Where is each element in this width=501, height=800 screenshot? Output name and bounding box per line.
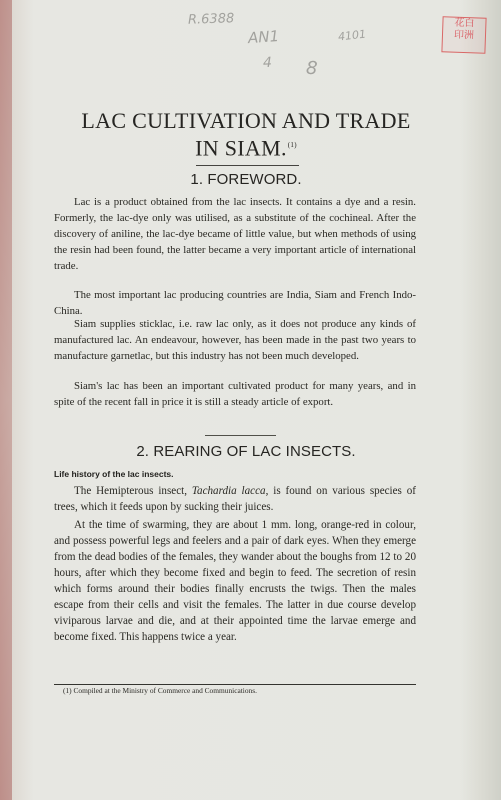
title-line-2: IN SIAM. — [195, 135, 287, 161]
title-divider — [196, 165, 299, 166]
section-divider — [205, 435, 276, 436]
footnote-divider — [54, 684, 416, 685]
footnote: (1) Compiled at the Ministry of Commerce and Communications. — [63, 686, 257, 695]
pencil-note-code: AN1 — [247, 26, 280, 48]
foreword-paragraph-1: Lac is a product obtained from the lac insects. It contains a dye and a resin. Formerly, the lac-dye only was utilised, as a substitute of the cochineal. After the discovery of aniline, the lac-dye became of little value, but when methods of using the resin had been found, the latter became a very important article of international trade. — [54, 196, 416, 273]
foreword-paragraph-3: Siam supplies sticklac, i.e. raw lac only, as it does not produce any kinds of manufactured lac. An endeavour, however, has been made in the past two years to manufacture garnetlac, but this industry has not been much developed. — [54, 318, 416, 363]
stamp-line-1: 花白 — [454, 17, 475, 30]
pencil-note-small-number: 4 — [262, 54, 273, 72]
document-title — [76, 108, 416, 160]
rearing-paragraph-1 — [54, 483, 416, 515]
title-line-1: LAC CULTIVATION AND TRADE — [81, 108, 411, 133]
rearing-paragraph-1-start: The Hemipterous insect, — [74, 485, 192, 497]
rearing-paragraph-1-end: , is found on various species of trees, which it feeds upon by sucking their juices. — [54, 485, 416, 514]
life-history-heading: Life history of the lac insects. — [54, 469, 174, 479]
red-library-stamp — [441, 16, 486, 54]
stamp-line-2: 印洲 — [453, 29, 475, 42]
foreword-paragraph-4: Siam's lac has been an important cultivated product for many years, and in spite of the recent fall in price it is still a steady article of export. — [54, 380, 416, 409]
rearing-heading: 2. REARING OF LAC INSECTS. — [136, 443, 356, 460]
species-name: Tachardia lacca — [191, 485, 266, 497]
rearing-paragraph-2: At the time of swarming, they are about 1 mm. long, orange-red in colour, and possess powerful legs and feelers and a pair of dark eyes. When they emerge from the dead bodies of the females, they wander about the boughs from 12 to 20 hours, after which they become fixed and begin to feed. The secretion of resin which forms around their bodies finally encrusts the twigs. Then the males escape from their cells and visit the females. The latter in due course develop viviparous larvae and die, and at their appointed time the larvae emerge and become fixed. This happens twice a year. — [54, 519, 416, 644]
pencil-note-number: 4101 — [337, 27, 367, 44]
foreword-heading: 1. FOREWORD. — [190, 171, 302, 188]
title-footnote-marker: (1) — [287, 141, 297, 149]
binding-edge — [0, 0, 12, 800]
pencil-note-reference: R.6388 — [187, 11, 235, 28]
pencil-note-large-number: 8 — [305, 57, 318, 80]
foreword-paragraph-2: The most important lac producing countries are India, Siam and French Indo-China. — [54, 289, 416, 318]
